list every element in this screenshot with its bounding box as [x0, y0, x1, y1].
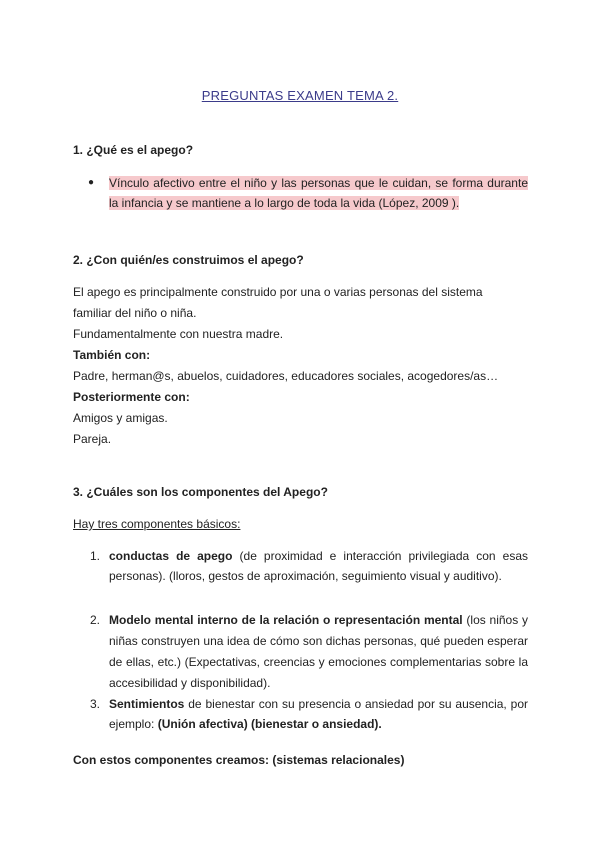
- question-2-heading: 2. ¿Con quién/es construimos el apego?: [73, 253, 304, 267]
- posteriormente-item-1: Amigos y amigas.: [73, 411, 168, 425]
- closing-statement: Con estos componentes creamos: (sistemas relacionales): [73, 753, 405, 767]
- question-3-heading: 3. ¿Cuáles son los componentes del Apego?: [73, 485, 328, 499]
- tambien-text: Padre, herman@s, abuelos, cuidadores, educadores sociales, acogedores/as…: [73, 369, 499, 383]
- item-3-text: de bienestar con su presencia o ansiedad por su ausencia, por ejemplo:: [109, 697, 528, 731]
- question-1-heading: 1. ¿Qué es el apego?: [73, 143, 194, 157]
- component-item-1: [90, 546, 528, 586]
- question-1-answer: [88, 173, 528, 213]
- item-2-text: (los niños y niñas construyen una idea de cómo son dichas personas, qué pueden esperar de ellas, etc.) (Expectativas, creencias y emociones complementarias sobre la accesibilidad y disponibilidad).: [109, 613, 528, 690]
- components-intro: Hay tres componentes básicos:: [73, 517, 241, 531]
- answer-1-highlighted-text: Vínculo afectivo entre el niño y las personas que le cuidan, se forma durante la infancia y se mantiene a lo largo de toda la vida (López, 2009 ).: [109, 176, 528, 210]
- item-number: 2.: [90, 613, 101, 627]
- item-2-bold: Modelo mental interno de la relación o representación mental: [109, 613, 463, 627]
- component-item-2: [90, 610, 528, 694]
- item-number: 3.: [90, 697, 101, 711]
- answer-2-line-3: Fundamentalmente con nuestra madre.: [73, 327, 284, 341]
- posteriormente-label: Posteriormente con:: [73, 390, 190, 404]
- item-3-bold-end: (Unión afectiva) (bienestar o ansiedad).: [157, 717, 382, 731]
- answer-2-line-2: familiar del niño o niña.: [73, 306, 197, 320]
- item-number: 1.: [90, 549, 101, 563]
- bullet-icon: ●: [88, 177, 95, 188]
- item-1-bold: conductas de apego: [109, 549, 233, 563]
- item-1-text: (de proximidad e interacción privilegiada con esas personas). (lloros, gestos de aproximación, seguimiento visual y auditivo).: [109, 549, 528, 583]
- answer-2-line-1: El apego es principalmente construido por una o varias personas del sistema: [73, 285, 483, 299]
- tambien-label: También con:: [73, 348, 151, 362]
- item-3-bold: Sentimientos: [109, 697, 185, 711]
- question-2-answer: [73, 282, 533, 450]
- component-item-3: [90, 694, 528, 734]
- posteriormente-item-2: Pareja.: [73, 432, 112, 446]
- page-title: PREGUNTAS EXAMEN TEMA 2.: [201, 88, 399, 103]
